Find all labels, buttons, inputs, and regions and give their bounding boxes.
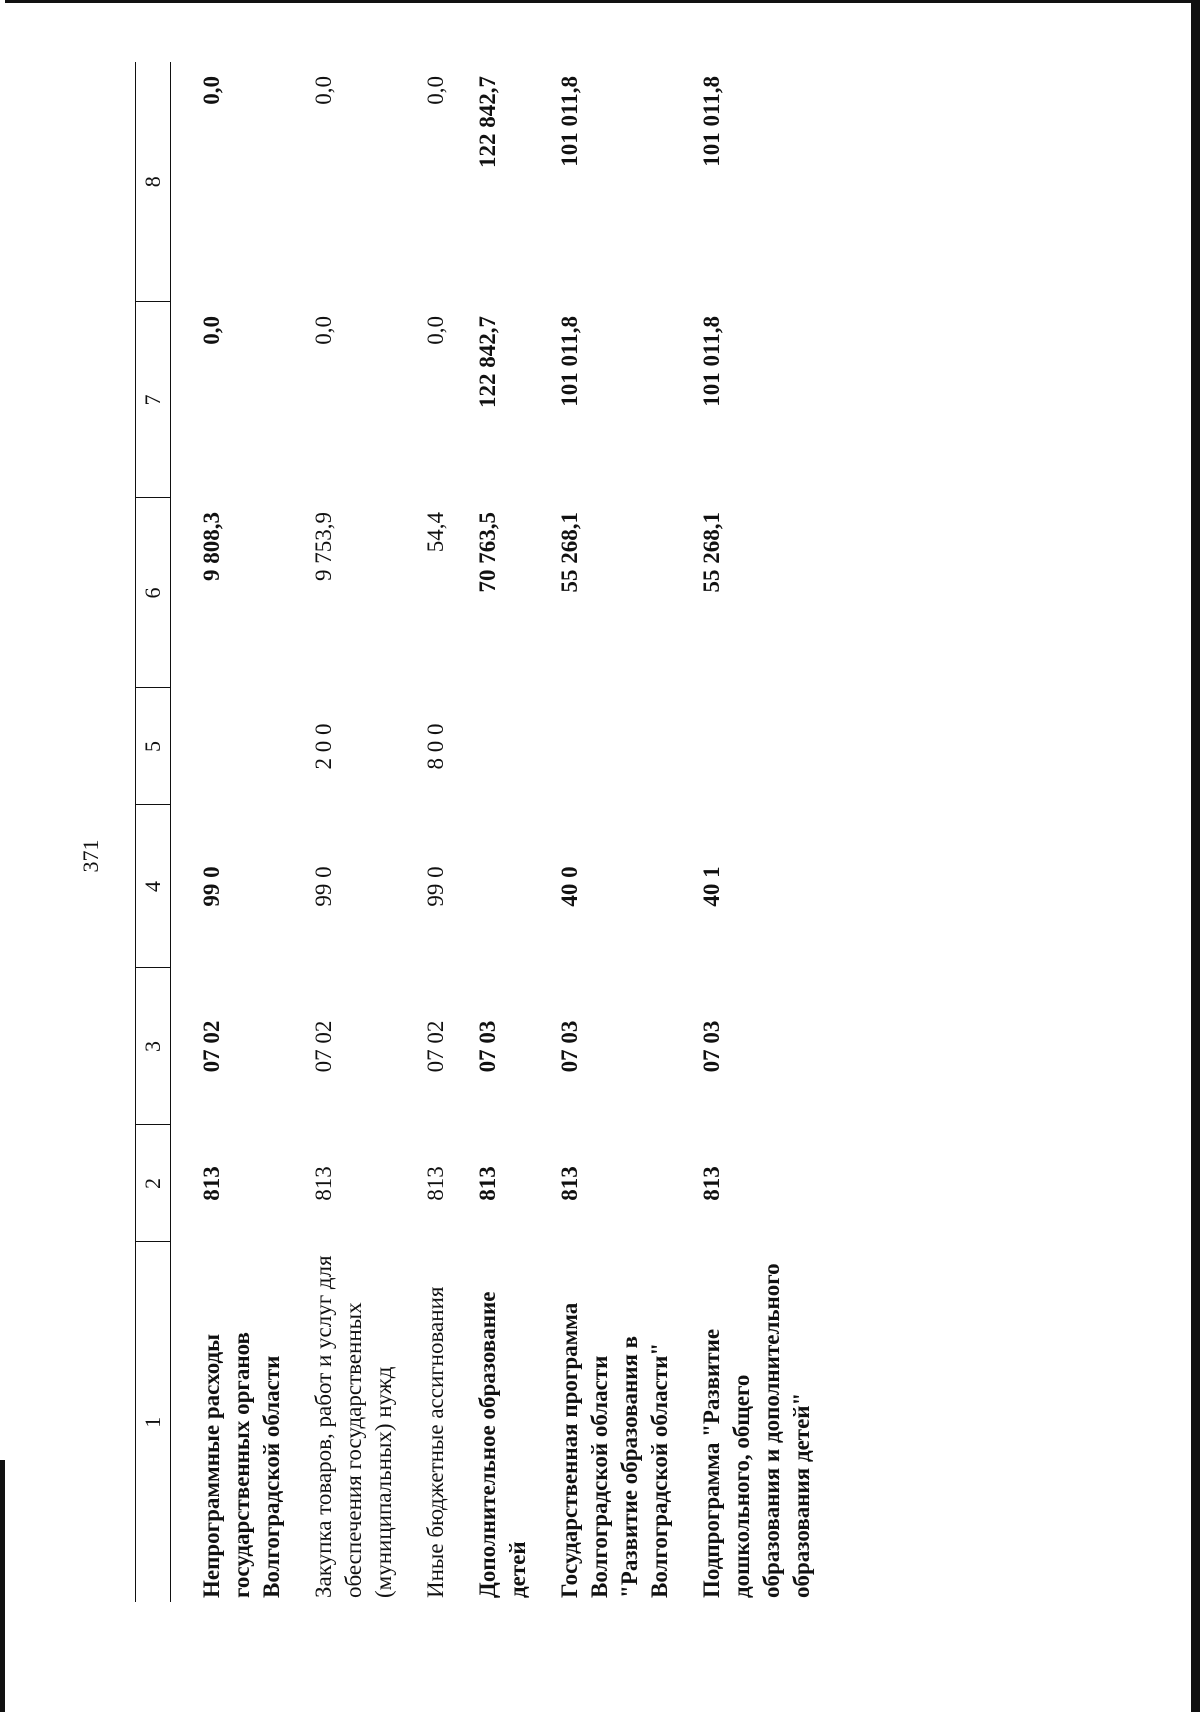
cell-col-8: 0,0 (423, 76, 448, 105)
cell-col-4: 99 0 (423, 866, 448, 907)
cell-col-6: 55 268,1 (699, 512, 724, 593)
table-row (555, 62, 697, 1602)
cell-col-4: 40 1 (699, 866, 724, 907)
column-header-3: 3 (136, 968, 171, 1125)
cell-col-8: 101 011,8 (557, 76, 582, 167)
cell-col-7: 0,0 (199, 316, 224, 345)
row-name: Иные бюджетные ассигнования (423, 1286, 448, 1598)
row-name: Подпрограмма "Развитие дошкольного, общего образования и дополнительного образования детей" (699, 1263, 814, 1598)
table-row (697, 62, 839, 1602)
cell-col-3: 07 03 (475, 1020, 500, 1073)
cell-col-6: 9 808,3 (199, 512, 224, 581)
column-header-2: 2 (136, 1125, 171, 1242)
cell-col-4: 99 0 (199, 866, 224, 907)
cell-col-2: 813 (557, 1166, 582, 1201)
cell-col-2: 813 (199, 1166, 224, 1201)
cell-col-2: 813 (699, 1166, 724, 1201)
budget-table-container (135, 62, 839, 1602)
cell-col-8: 0,0 (199, 76, 224, 105)
column-header-5: 5 (136, 688, 171, 805)
column-header-4: 4 (136, 805, 171, 968)
cell-col-4 (473, 805, 555, 968)
cell-col-6: 55 268,1 (557, 512, 582, 593)
cell-col-6: 9 753,9 (311, 512, 336, 581)
cell-col-7: 101 011,8 (557, 316, 582, 407)
cell-col-8: 122 842,7 (475, 76, 500, 168)
cell-col-5 (697, 688, 839, 805)
cell-col-3: 07 02 (199, 1020, 224, 1073)
budget-table (135, 62, 839, 1602)
cell-col-2: 813 (423, 1166, 448, 1201)
cell-col-7: 0,0 (311, 316, 336, 345)
column-header-1: 1 (136, 1242, 171, 1602)
cell-col-7: 122 842,7 (475, 316, 500, 408)
page-number: 371 (78, 839, 103, 873)
cell-col-5: 8 0 0 (423, 723, 448, 770)
cell-col-3: 07 03 (557, 1020, 582, 1073)
column-header-8: 8 (136, 62, 171, 302)
column-header-7: 7 (136, 302, 171, 498)
table-row (171, 62, 310, 1602)
table-row (309, 62, 421, 1602)
row-name: Государственная программа Волгоградской области "Развитие образования в Волгоградской области" (557, 1302, 672, 1598)
cell-col-2: 813 (475, 1166, 500, 1201)
cell-col-5: 2 0 0 (311, 723, 336, 770)
row-name: Непрограммные расходы государственных органов Волгоградской области (199, 1332, 284, 1598)
cell-col-2: 813 (311, 1166, 336, 1201)
cell-col-8: 101 011,8 (699, 76, 724, 167)
table-row (473, 62, 555, 1602)
cell-col-3: 07 02 (311, 1020, 336, 1073)
cell-col-3: 07 02 (423, 1020, 448, 1073)
header-row (136, 62, 171, 1602)
row-name: Дополнительное образование детей (475, 1291, 530, 1598)
cell-col-6: 70 763,5 (475, 512, 500, 593)
cell-col-7: 0,0 (423, 316, 448, 345)
cell-col-3: 07 03 (699, 1020, 724, 1073)
cell-col-4: 40 0 (557, 866, 582, 907)
cell-col-4: 99 0 (311, 866, 336, 907)
row-name: Закупка товаров, работ и услуг для обеспечения государственных (муниципальных) нужд (311, 1255, 396, 1598)
cell-col-6: 54,4 (423, 512, 448, 553)
cell-col-7: 101 011,8 (699, 316, 724, 407)
cell-col-8: 0,0 (311, 76, 336, 105)
table-row (421, 62, 473, 1602)
cell-col-5 (555, 688, 697, 805)
cell-col-5 (171, 688, 310, 805)
column-header-6: 6 (136, 498, 171, 688)
cell-col-5 (473, 688, 555, 805)
